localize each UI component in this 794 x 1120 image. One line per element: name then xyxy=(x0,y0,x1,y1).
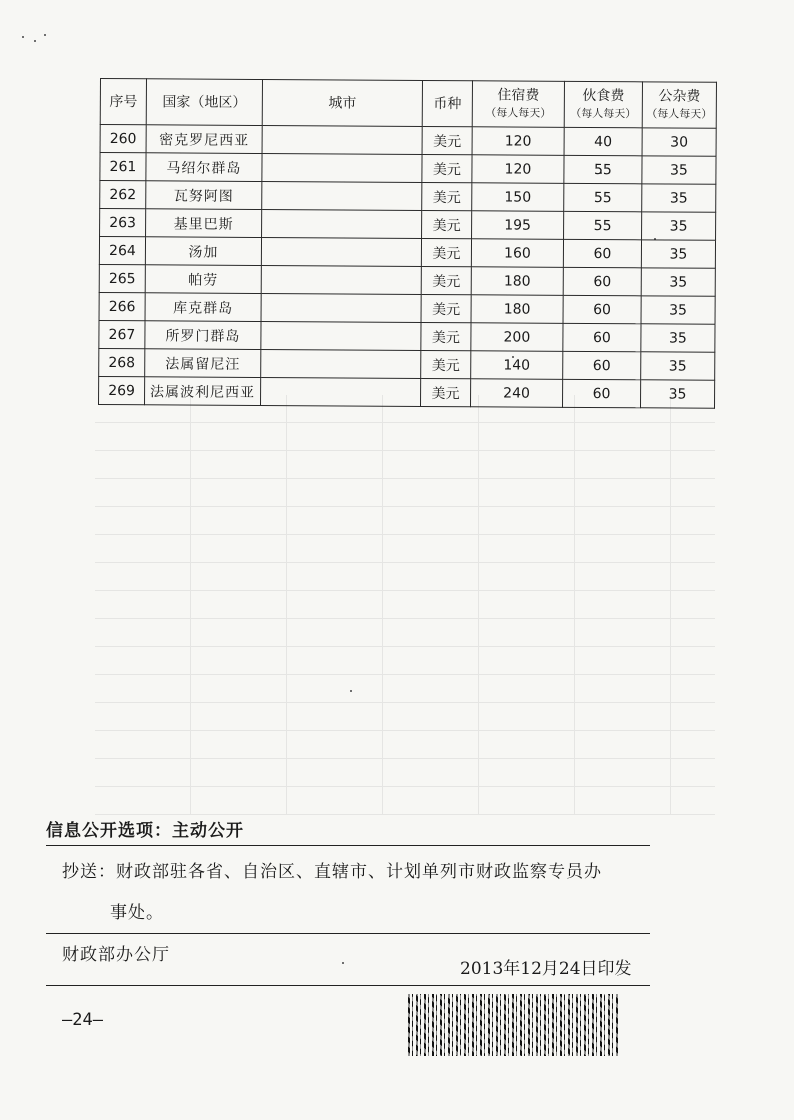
cell-seq: 260 xyxy=(100,125,146,153)
cell-country: 密克罗尼西亚 xyxy=(146,125,262,154)
table-row xyxy=(100,153,716,185)
cell-seq: 266 xyxy=(99,292,145,320)
cell-seq: 262 xyxy=(100,181,146,209)
cell-currency: 美元 xyxy=(422,154,472,182)
header-meals xyxy=(564,81,642,127)
cell-meals: 60 xyxy=(563,295,641,323)
header-seq: 序号 xyxy=(100,79,146,125)
header-lodging xyxy=(472,81,564,128)
issuing-office: 财政部办公厅 xyxy=(62,945,170,965)
document-barcode xyxy=(408,994,618,1056)
cell-lodging: 150 xyxy=(472,183,564,212)
cell-currency: 美元 xyxy=(421,266,471,294)
cell-meals: 60 xyxy=(563,351,641,379)
cell-country: 帕劳 xyxy=(145,265,261,294)
cell-country: 所罗门群岛 xyxy=(145,321,261,350)
cell-meals: 60 xyxy=(562,379,640,407)
cell-city xyxy=(261,321,421,350)
cell-currency: 美元 xyxy=(421,350,471,378)
cell-lodging: 140 xyxy=(471,351,563,380)
cell-lodging: 180 xyxy=(471,295,563,324)
cell-lodging: 120 xyxy=(472,127,564,156)
travel-allowance-table xyxy=(98,78,717,409)
cell-lodging: 180 xyxy=(471,267,563,296)
cell-currency: 美元 xyxy=(422,210,472,238)
cell-currency: 美元 xyxy=(422,126,472,154)
header-city: 城市 xyxy=(262,79,422,126)
cell-seq: 267 xyxy=(99,320,145,348)
divider xyxy=(46,985,650,986)
cell-city xyxy=(261,377,421,406)
table-row xyxy=(99,376,715,408)
cell-misc: 35 xyxy=(642,212,716,240)
cell-misc: 35 xyxy=(641,268,715,296)
print-date: 2013年12月24日印发 xyxy=(460,959,632,979)
cc-recipients-cont: 事处。 xyxy=(110,903,164,923)
cell-lodging: 200 xyxy=(471,323,563,352)
header-country: 国家（地区） xyxy=(146,79,262,126)
cell-country: 法属留尼汪 xyxy=(145,349,261,378)
cell-meals: 55 xyxy=(564,211,642,239)
header-meals-label: 伙食费 xyxy=(582,87,625,104)
cell-meals: 60 xyxy=(563,239,641,267)
table-row xyxy=(100,125,716,157)
table-row xyxy=(99,320,715,352)
cell-lodging: 240 xyxy=(470,379,562,408)
header-misc xyxy=(642,82,716,128)
cell-seq: 261 xyxy=(100,153,146,181)
cell-seq: 265 xyxy=(99,264,145,292)
cell-currency: 美元 xyxy=(420,378,470,406)
table-row xyxy=(100,209,716,241)
table-row xyxy=(100,181,716,213)
cell-city xyxy=(262,125,422,154)
cell-city xyxy=(262,153,422,182)
cell-misc: 30 xyxy=(642,128,716,156)
cell-meals: 60 xyxy=(563,323,641,351)
cell-misc: 35 xyxy=(641,240,715,268)
cell-country: 基里巴斯 xyxy=(146,209,262,238)
cell-city xyxy=(261,349,421,378)
cell-currency: 美元 xyxy=(421,238,471,266)
table-row xyxy=(99,348,715,380)
cell-misc: 35 xyxy=(641,296,715,324)
cell-seq: 264 xyxy=(99,237,145,265)
header-currency: 币种 xyxy=(422,80,472,126)
cell-meals: 40 xyxy=(564,127,642,155)
disclosure-option: 信息公开选项：主动公开 xyxy=(46,821,244,841)
header-misc-label: 公杂费 xyxy=(658,87,701,105)
cell-country: 汤加 xyxy=(145,237,261,266)
cell-lodging: 120 xyxy=(472,155,564,184)
cc-recipients: 抄送：财政部驻各省、自治区、直辖市、计划单列市财政监察专员办 xyxy=(62,862,602,882)
cell-city xyxy=(261,293,421,322)
header-meals-unit: （每人每天） xyxy=(570,106,637,120)
cell-seq: 269 xyxy=(99,376,145,404)
cell-country: 库克群岛 xyxy=(145,293,261,322)
table-row xyxy=(99,237,715,269)
cell-meals: 55 xyxy=(564,183,642,211)
cell-city xyxy=(261,237,421,266)
cell-city xyxy=(262,181,422,210)
header-lodging-label: 住宿费 xyxy=(497,86,540,104)
cell-currency: 美元 xyxy=(421,294,471,322)
cell-city xyxy=(261,265,421,294)
cell-country: 法属波利尼西亚 xyxy=(145,377,261,406)
cell-lodging: 160 xyxy=(471,239,563,268)
cell-misc: 35 xyxy=(641,352,715,380)
cell-country: 瓦努阿图 xyxy=(146,181,262,210)
cell-misc: 35 xyxy=(640,380,714,408)
cell-meals: 60 xyxy=(563,267,641,295)
table-row xyxy=(99,292,715,324)
page-number: —24— xyxy=(62,1010,103,1030)
cell-country: 马绍尔群岛 xyxy=(146,153,262,182)
cell-currency: 美元 xyxy=(421,322,471,350)
header-misc-unit: （每人每天） xyxy=(646,106,713,121)
cell-misc: 35 xyxy=(642,184,716,212)
table-row xyxy=(99,264,715,296)
reverse-page-showthrough xyxy=(95,395,715,815)
divider xyxy=(46,933,650,934)
cell-seq: 268 xyxy=(99,348,145,376)
header-lodging-unit: （每人每天） xyxy=(485,105,552,120)
divider xyxy=(46,845,650,846)
cell-misc: 35 xyxy=(641,324,715,352)
cell-currency: 美元 xyxy=(422,182,472,210)
cell-seq: 263 xyxy=(100,209,146,237)
cell-misc: 35 xyxy=(642,156,716,184)
table-header-row xyxy=(100,79,716,129)
cell-city xyxy=(262,209,422,238)
cell-lodging: 195 xyxy=(472,211,564,240)
cell-meals: 55 xyxy=(564,155,642,183)
